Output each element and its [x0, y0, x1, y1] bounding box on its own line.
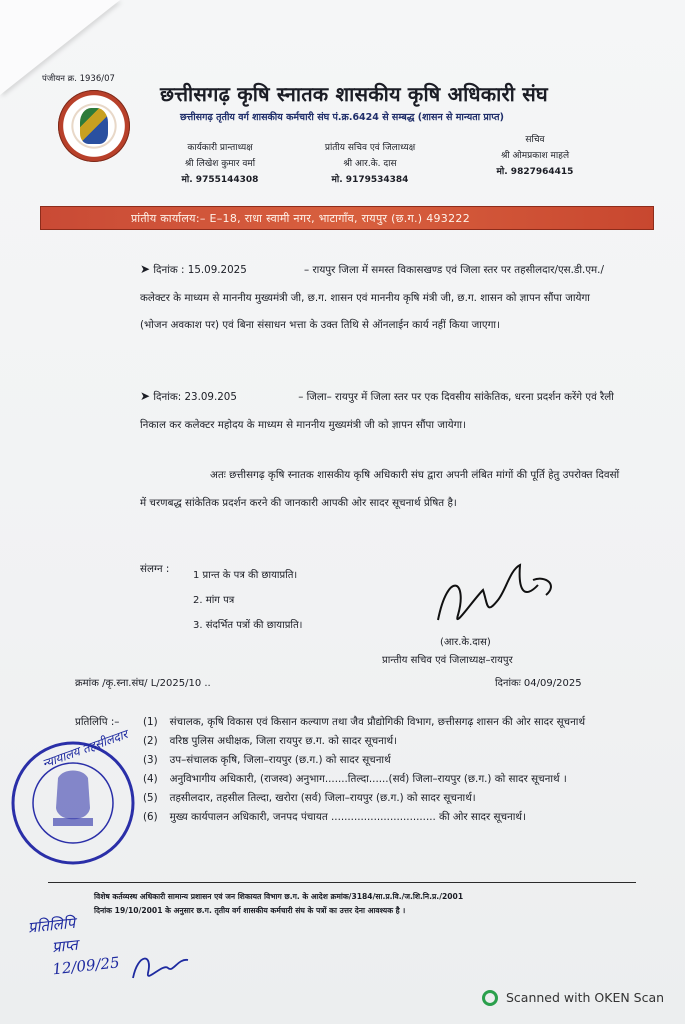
- received-handwritten-note: प्रतिलिपि प्राप्त 12/09/25: [26, 913, 121, 979]
- scanner-watermark: Scanned with OKEN Scan: [506, 990, 665, 1005]
- registration-number: पंजीयन क्र. 1936/07: [42, 74, 115, 84]
- office-bearer-2: प्रांतीय सचिव एवं जिलाध्यक्ष श्री आर.के. दास मो. 9179534384: [324, 143, 416, 185]
- list-item: (6) मुख्य कार्यपालन अधिकारी, जनपद पंचायत ................................ की ओर सादर सूचनार्थ।: [143, 811, 526, 823]
- oken-scanner-logo-icon: [482, 990, 498, 1006]
- copy-to-list: [143, 713, 633, 827]
- list-item: (3) उप–संचालक कृषि, जिला–रायपुर (छ.ग.) को सादर सूचनार्थ: [143, 754, 391, 766]
- letter-date: दिनांकः 04/09/2025: [495, 678, 582, 689]
- enclosures-list: 1 प्रान्त के पत्र की छायाप्रति। 2. मांग पत्र 3. संदर्भित पत्रों की छायाप्रति।: [193, 570, 303, 631]
- arrow-bullet-icon: ➤: [140, 389, 151, 403]
- closing-paragraph: अतः छत्तीसगढ़ कृषि स्नातक शासकीय कृषि अधिकारी संघ द्वारा अपनी लंबित मांगों की पूर्ति हेतु उपरोक्त दिवसों में चरणबद्ध सांकेतिक प्रदर्शन करने की जानकारी आपकी ओर सादर सूचनार्थ प्रेषित है।: [140, 469, 620, 509]
- initials-signature: [128, 948, 198, 988]
- handwritten-signature: [428, 560, 578, 640]
- signatory-name: (आर.के.दास): [440, 637, 491, 648]
- enclosures-label: संलग्न :: [140, 563, 170, 575]
- arrow-bullet-icon: ➤: [140, 262, 151, 276]
- affiliation-line: छत्तीसगढ़ तृतीय वर्ग शासकीय कर्मचारी संघ पं.क्र.6424 से सम्बद्ध (शासन से मान्यता प्राप्त): [180, 112, 504, 123]
- item-2: ➤ दिनांक: 23.09.205 – जिला– रायपुर में जिला स्तर पर एक दिवसीय सांकेतिक, धरना प्रदर्शन करेंगे एवं रैली निकाल कर कलेक्टर महोदय के माध्यम से माननीय मुख्यमंत्री जी को ज्ञापन सौंपा जायेगा।: [140, 389, 614, 431]
- list-item: (4) अनुविभागीय अधिकारी, (राजस्व) अनुभाग.......तिल्दा......(सर्व) जिला–रायपुर (छ.ग.) को सादर सूचनार्थ ।: [143, 773, 567, 785]
- list-item: (2) वरिष्ठ पुलिस अधीक्षक, जिला रायपुर छ.ग. को सादर सूचनार्थ।: [143, 735, 398, 747]
- list-item: (1) संचालक, कृषि विकास एवं किसान कल्याण तथा जैव प्रौद्योगिकी विभाग, छत्तीसगढ़ शासन की ओर सादर सूचनार्थ: [143, 716, 586, 728]
- reference-number: क्रमांक /कृ.स्ना.संघ/ L/2025/10 ..: [75, 678, 211, 689]
- copy-to-label: प्रतिलिपि :–: [75, 716, 120, 728]
- association-title: छत्तीसगढ़ कृषि स्नातक शासकीय कृषि अधिकारी संघ: [160, 82, 548, 106]
- footer-divider: [48, 882, 636, 883]
- stamp-text: न्यायालय तहसीलदार: [40, 727, 130, 771]
- office-bearer-1: कार्यकारी प्रान्ताध्यक्ष श्री लिखेश कुमार वर्मा मो. 9755144308: [181, 143, 259, 185]
- association-logo-icon: [58, 90, 130, 162]
- office-address-band: प्रांतीय कार्यालय:– E–18, राधा स्वामी नगर, भाटागाँव, रायपुर (छ.ग.) 493222: [40, 206, 654, 230]
- signatory-title: प्रान्तीय सचिव एवं जिलाध्यक्ष–रायपुर: [382, 655, 513, 666]
- footer-note: विशेष कर्तव्यस्थ अधिकारी सामान्य प्रशासन एवं जन शिकायत विभाग छ.ग. के आदेश क्रमांक/3184/सा.प्र.वि./ज.शि.नि.प्र./2001 दिनांक 19/10/2001 के अनुसार छ.ग. तृतीय वर्ग शासकीय कर्मचारी संघ के पत्रों का उत्तर देना आवश्यक है ।: [94, 892, 464, 915]
- office-bearer-3: सचिव श्री ओमप्रकाश माहले मो. 9827964415: [496, 135, 574, 177]
- list-item: (5) तहसीलदार, तहसील तिल्दा, खरोरा (सर्व) जिला–रायपुर (छ.ग.) को सादर सूचनार्थ।: [143, 792, 476, 804]
- item-1: ➤ दिनांक : 15.09.2025 – रायपुर जिला में समस्त विकासखण्ड एवं जिला स्तर पर तहसीलदार/एस.डी.एम./कलेक्टर के माध्यम से माननीय मुख्यमंत्री जी, छ.ग. शासन एवं माननीय कृषि मंत्री जी, छ.ग. शासन को ज्ञापन सौंपा जायेगा (भोजन अवकाश पर) एवं बिना संसाधन भत्ता के उक्त तिथि से ऑनलाईन कार्य नहीं किया जाएगा।: [140, 262, 604, 331]
